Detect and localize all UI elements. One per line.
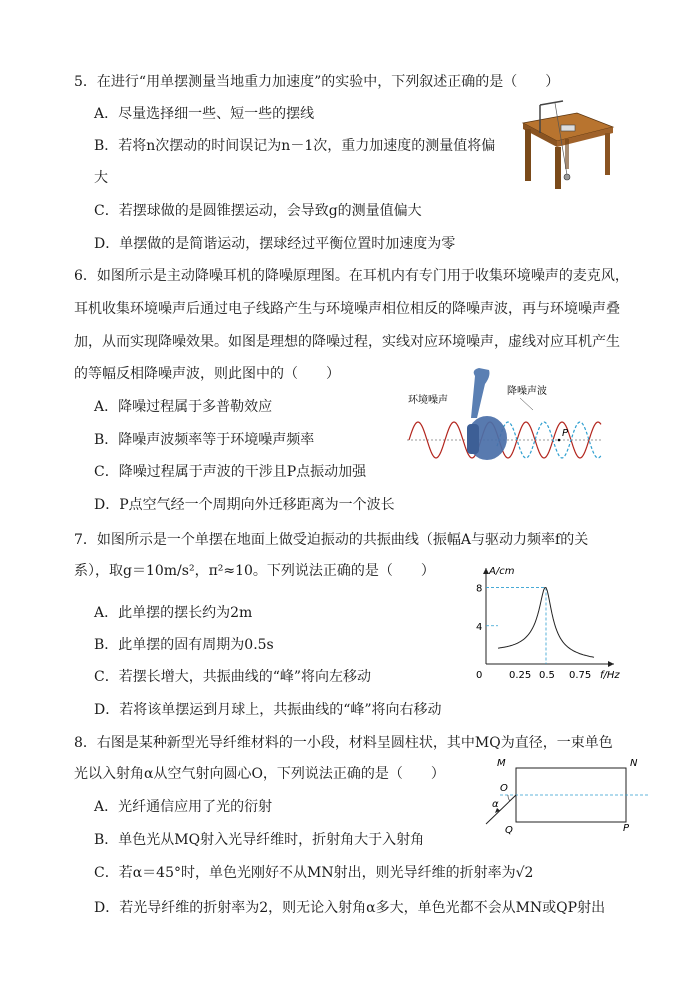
- label-p: P: [623, 823, 630, 834]
- q5-option-b: B．若将n次摆动的时间误记为n－1次，重力加速度的测量值将偏: [94, 138, 496, 154]
- chart-axes: [483, 568, 614, 667]
- q5-option-b-cont: 大: [94, 170, 108, 186]
- q8-option-a: A．光纤通信应用了光的衍射: [94, 799, 273, 815]
- q8-stem-line2: 光以入射角α从空气射向圆心O，下列说法正确的是（ ）: [74, 766, 445, 782]
- label-alpha: α: [492, 799, 499, 810]
- x-axis-label: f/Hz: [600, 670, 620, 681]
- y-tick-label: 4: [476, 621, 483, 633]
- q7-option-c: C．若摆长增大，共振曲线的“峰”将向左移动: [94, 669, 372, 685]
- incident-ray: [486, 795, 516, 824]
- q5-stem: 5．在进行“用单摆测量当地重力加速度”的实验中，下列叙述正确的是（ ）: [74, 74, 560, 90]
- headphone-band: [471, 368, 490, 418]
- q5-option-a: A．尽量选择细一些、短一些的摆线: [94, 106, 315, 122]
- q7-stem-line1: 7．如图所示是一个单摆在地面上做受迫振动的共振曲线（振幅A与驱动力频率f的关: [74, 532, 589, 548]
- x-axis-arrow: [608, 661, 614, 667]
- q8-option-c: C．若α＝45°时，单色光刚好不从MN射出，则光导纤维的折射率为√2: [94, 865, 534, 881]
- noise-cancel-figure: [405, 368, 605, 480]
- q8-option-b: B．单色光从MQ射入光导纤维时，折射角大于入射角: [94, 832, 425, 848]
- q8-option-d: D．若光导纤维的折射率为2，则无论入射角α多大，单色光都不会从MN或QP射出: [94, 900, 606, 916]
- q6-option-a: A．降噪过程属于多普勒效应: [94, 399, 273, 415]
- label-q: Q: [505, 825, 513, 836]
- q7-option-d: D．若将该单摆运到月球上，共振曲线的“峰”将向右移动: [94, 702, 442, 718]
- anti-noise-label: 降噪声波: [507, 386, 547, 397]
- x-tick-label: 0.25: [509, 670, 532, 681]
- q7-option-b: B．此单摆的固有周期为0.5s: [94, 637, 274, 653]
- y-tick-label: 8: [476, 583, 483, 595]
- q5-option-c: C．若摆球做的是圆锥摆运动，会导致g的测量值偏大: [94, 203, 422, 219]
- pendulum-table-figure: [515, 95, 615, 190]
- x-tick-label: 0: [476, 670, 483, 681]
- q8-stem-line1: 8．右图是某种新型光导纤维材料的一小段，材料呈圆柱状，其中MQ为直径，一束单色: [74, 735, 613, 751]
- resonance-curve-chart: [470, 562, 620, 682]
- q6-stem-line2: 耳机收集环境噪声后通过电子线路产生与环境噪声相位相反的降噪声波，再与环境噪声叠: [74, 301, 620, 317]
- env-noise-label: 环境噪声: [408, 395, 448, 406]
- label-n: N: [630, 758, 638, 769]
- x-tick-label: 0.5: [539, 670, 555, 681]
- label-m: M: [497, 758, 506, 769]
- q7-stem-line2: 系），取g＝10m/s²，π²≈10。下列说法正确的是（ ）: [74, 563, 435, 579]
- q7-option-a: A．此单摆的摆长约为2m: [94, 605, 253, 621]
- label-o: O: [500, 783, 508, 794]
- point-p-label: P: [562, 428, 569, 439]
- q6-option-b: B．降噪声波频率等于环境噪声频率: [94, 432, 315, 448]
- optical-fiber-figure: [470, 752, 654, 838]
- q6-option-d: D．P点空气经一个周期向外迁移距离为一个波长: [94, 497, 395, 513]
- q6-stem-line4: 的等幅反相降噪声波，则此图中的（ ）: [74, 366, 340, 382]
- y-axis-label: A/cm: [489, 566, 515, 577]
- q6-stem-line3: 加，从而实现降噪效果。如图是理想的降噪过程，实线对应环境噪声，虚线对应耳机产生: [74, 334, 620, 350]
- q6-option-c: C．降噪过程属于声波的干涉且P点振动加强: [94, 464, 367, 480]
- q6-stem-line1: 6．如图所示是主动降噪耳机的降噪原理图。在耳机内有专门用于收集环境噪声的麦克风，: [74, 268, 629, 284]
- x-tick-label: 0.75: [569, 670, 592, 681]
- q5-option-d: D．单摆做的是简谐运动，摆球经过平衡位置时加速度为零: [94, 236, 456, 252]
